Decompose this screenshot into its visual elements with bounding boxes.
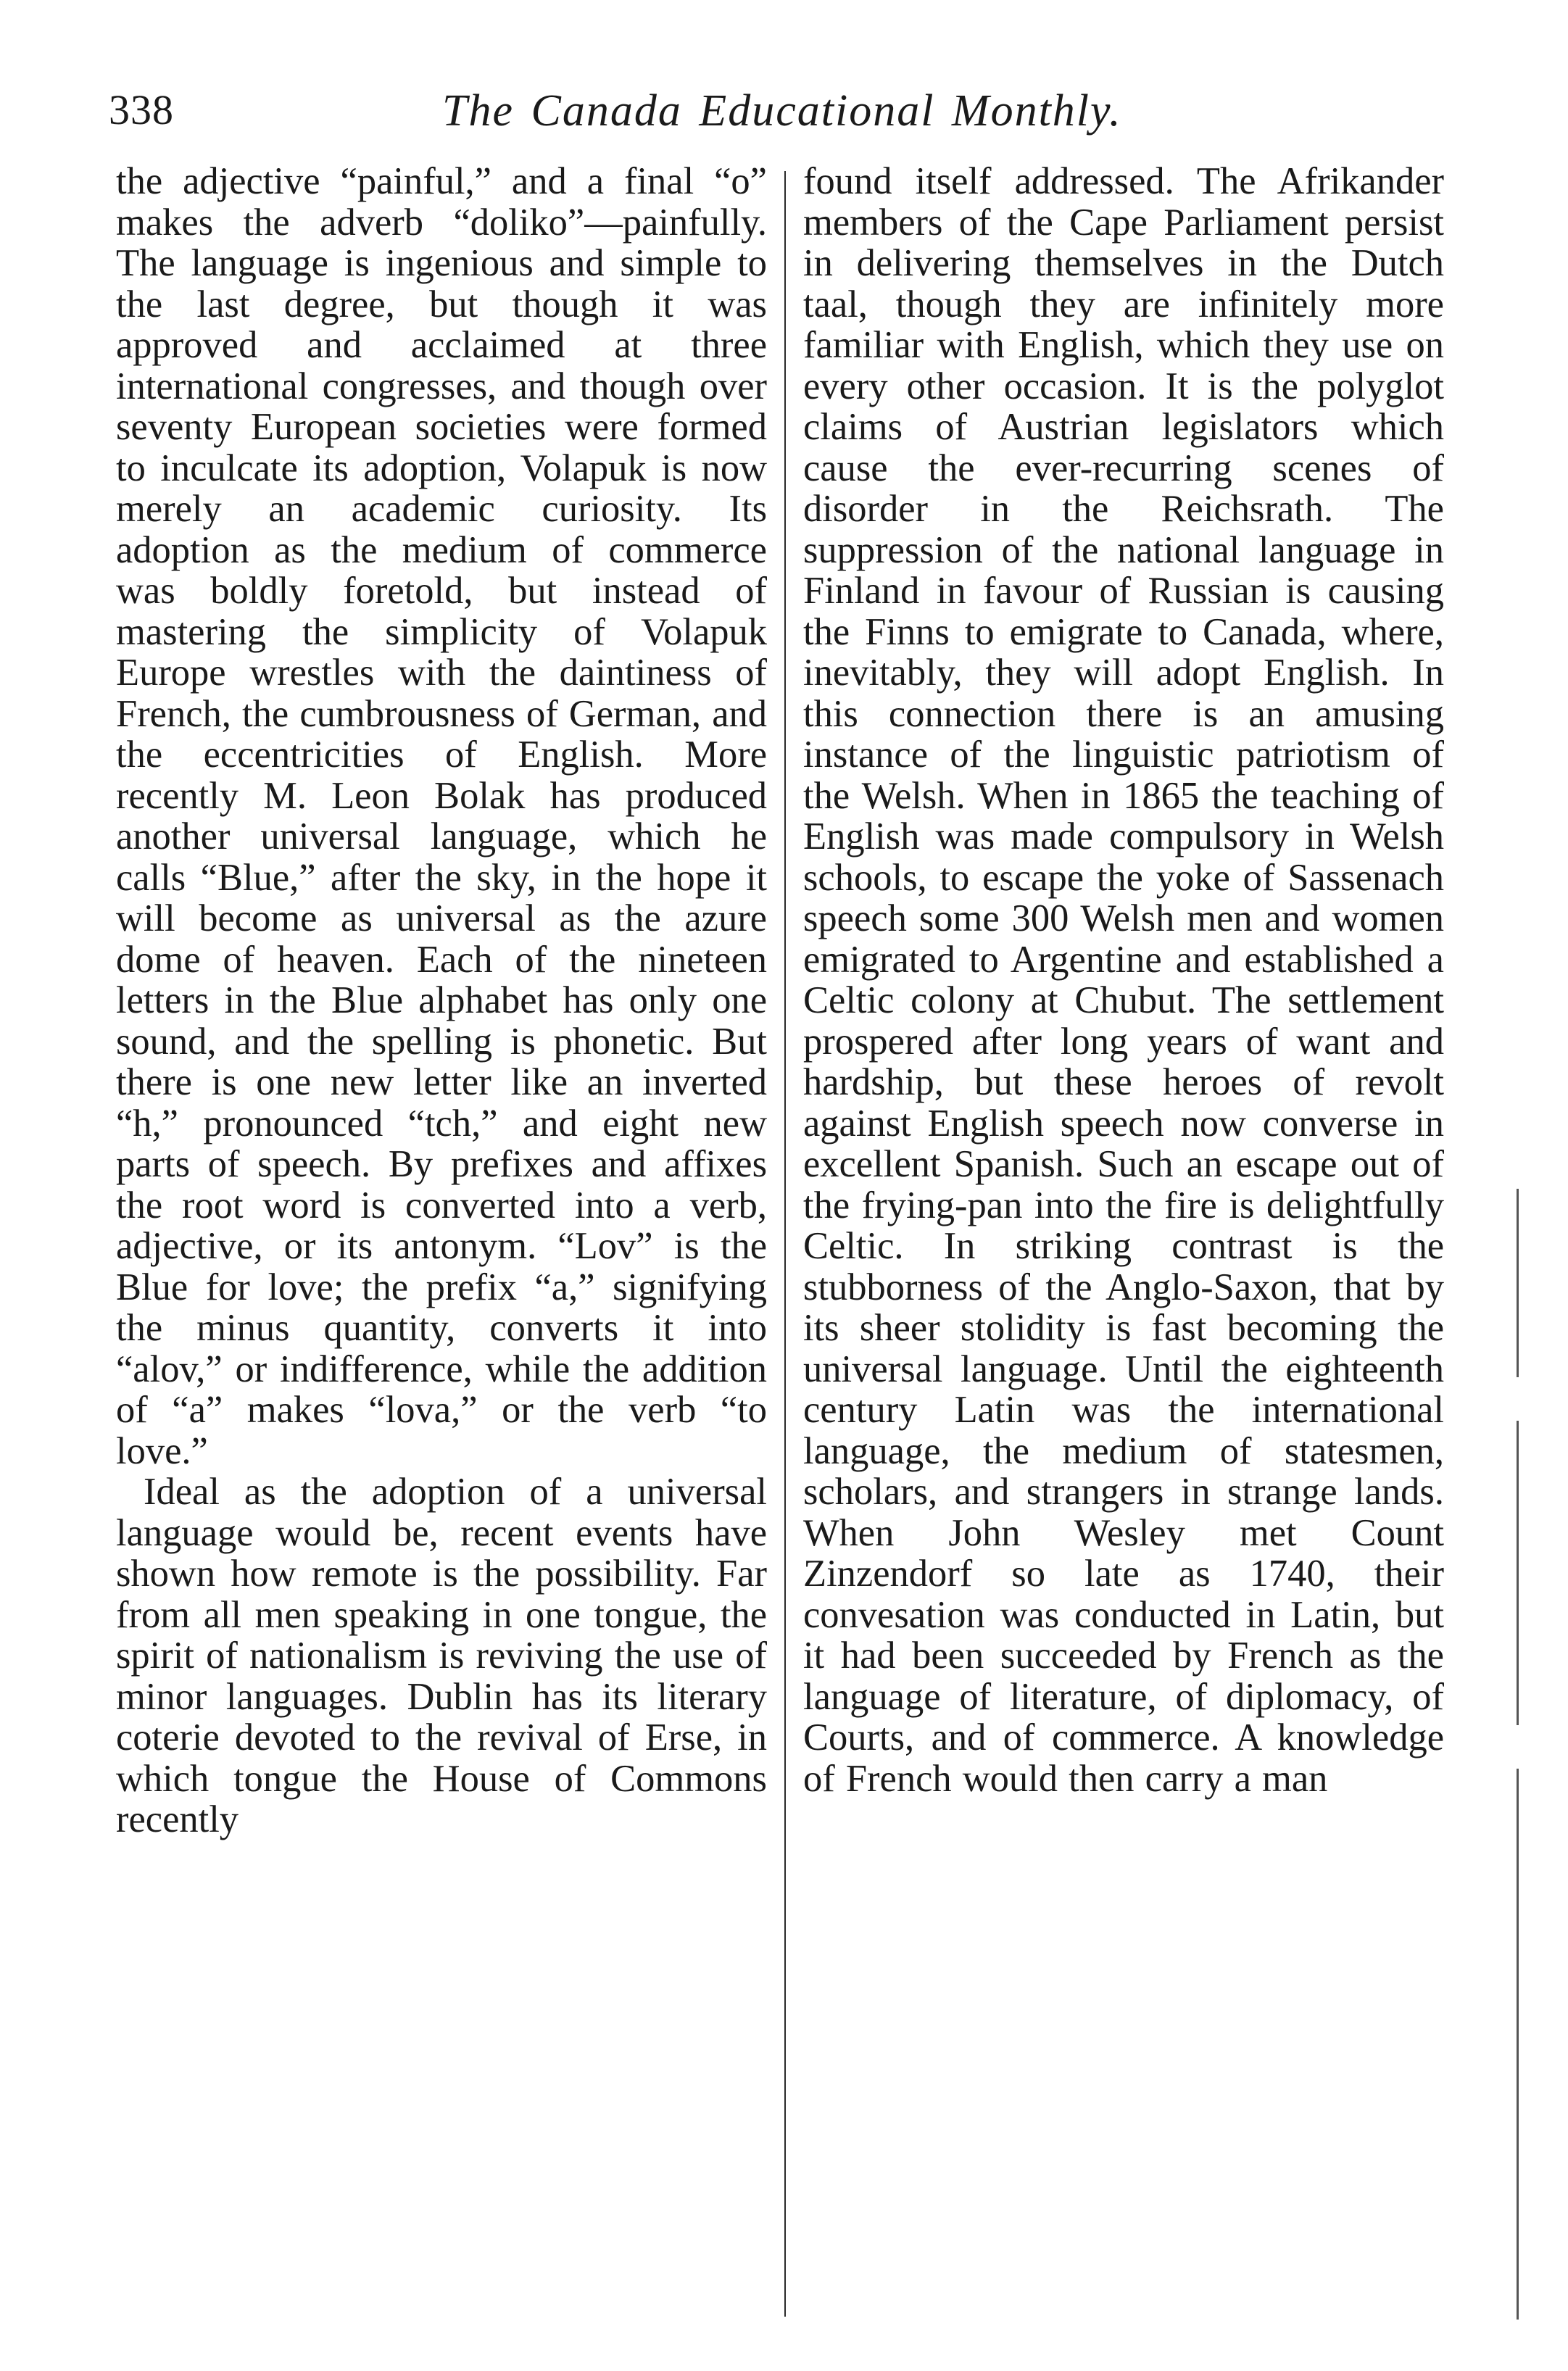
running-title: The Canada Educational Monthly. — [442, 86, 1122, 136]
left-column — [116, 161, 767, 1840]
scan-edge-mark — [1517, 1421, 1519, 1725]
column-divider — [784, 171, 786, 2317]
running-header — [109, 86, 1450, 151]
left-paragraph-1: the adjective “painful,” and a final “o” makes the adverb “doliko”—painfully. The language is ingenious and simple to the last degree, but though it was approved and acclaimed at three international congresses, and though over seventy European societies were formed to inculcate its adoption, Volapuk is now merely an academic curiosity. Its adoption as the medium of commerce was boldly foretold, but instead of mastering the simplicity of Volapuk Europe wrestles with the daintiness of French, the cumbrousness of German, and the eccentricities of English. More recently M. Leon Bolak has produced another universal language, which he calls “Blue,” after the sky, in the hope it will become as universal as the azure dome of heaven. Each of the nineteen letters in the Blue alphabet has only one sound, and the spelling is phonetic. But there is one new letter like an inverted “h,” pronounced “tch,” and eight new parts of speech. By prefixes and affixes the root word is converted into a verb, adjective, or its antonym. “Lov” is the Blue for love; the prefix “a,” signifying the minus quantity, converts it into “alov,” or indifference, while the addition of “a” makes “lova,” or the verb “to love.” — [116, 160, 767, 1472]
right-column — [803, 161, 1444, 1799]
page-number: 338 — [109, 86, 174, 133]
left-paragraph-2: Ideal as the adoption of a universal language would be, recent events have shown how remote is the possibility. Far from all men speaking in one tongue, the spirit of nationalism is reviving the use of minor languages. Dublin has its literary coterie devoted to the revival of Erse, in which tongue the House of Commons recently — [116, 1471, 767, 1840]
scan-edge-mark — [1517, 1189, 1519, 1377]
scan-edge-mark — [1517, 1769, 1519, 2320]
right-paragraph-1: found itself addressed. The Afrikander members of the Cape Parliament persist in delivering themselves in the Dutch taal, though they are infinitely more familiar with English, which they use on every other occasion. It is the polyglot claims of Austrian legislators which cause the ever-recurring scenes of disorder in the Reichsrath. The suppression of the national language in Finland in favour of Russian is causing the Finns to emigrate to Canada, where, inevitably, they will adopt English. In this connection there is an amusing instance of the linguistic patriotism of the Welsh. When in 1865 the teaching of English was made compulsory in Welsh schools, to escape the yoke of Sassenach speech some 300 Welsh men and women emigrated to Argentine and established a Celtic colony at Chubut. The settlement prospered after long years of want and hardship, but these heroes of revolt against English speech now converse in excellent Spanish. Such an escape out of the frying-pan into the fire is delightfully Celtic. In striking contrast is the stubborness of the Anglo-Saxon, that by its sheer stolidity is fast becoming the universal language. Until the eighteenth century Latin was the international language, the medium of statesmen, scholars, and strangers in strange lands. When John Wesley met Count Zinzendorf so late as 1740, their convesation was conducted in Latin, but it had been succeeded by French as the language of literature, of diplomacy, of Courts, and of commerce. A knowledge of French would then carry a man — [803, 160, 1444, 1800]
